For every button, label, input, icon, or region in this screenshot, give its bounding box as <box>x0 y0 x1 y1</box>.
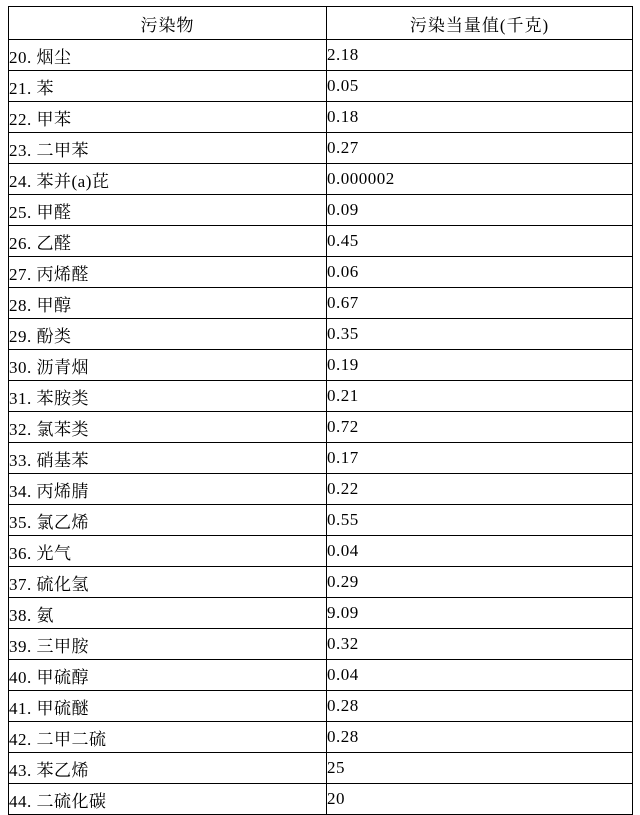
pollutant-value: 0.28 <box>327 722 633 753</box>
table-row <box>9 288 633 319</box>
table-row <box>9 350 633 381</box>
pollutant-name: 44. 二硫化碳 <box>9 784 327 815</box>
pollutant-name: 33. 硝基苯 <box>9 443 327 474</box>
pollutant-value: 0.45 <box>327 226 633 257</box>
pollutant-name: 31. 苯胺类 <box>9 381 327 412</box>
pollutant-value: 0.29 <box>327 567 633 598</box>
pollutant-name: 40. 甲硫醇 <box>9 660 327 691</box>
pollutant-name: 22. 甲苯 <box>9 102 327 133</box>
table-row <box>9 443 633 474</box>
pollutant-name: 27. 丙烯醛 <box>9 257 327 288</box>
table-row <box>9 753 633 784</box>
table-row <box>9 412 633 443</box>
pollutant-value: 0.55 <box>327 505 633 536</box>
table-row <box>9 381 633 412</box>
pollutant-name: 28. 甲醇 <box>9 288 327 319</box>
table-row <box>9 226 633 257</box>
pollutant-name: 41. 甲硫醚 <box>9 691 327 722</box>
pollutant-value: 0.27 <box>327 133 633 164</box>
column-header-pollutant: 污染物 <box>9 7 327 40</box>
pollutant-name: 42. 二甲二硫 <box>9 722 327 753</box>
pollutant-name: 43. 苯乙烯 <box>9 753 327 784</box>
table-row <box>9 722 633 753</box>
pollutant-value: 0.06 <box>327 257 633 288</box>
pollutant-value: 0.28 <box>327 691 633 722</box>
pollutant-value: 9.09 <box>327 598 633 629</box>
pollutant-value: 0.35 <box>327 319 633 350</box>
table-row <box>9 784 633 815</box>
pollutant-value: 0.05 <box>327 71 633 102</box>
pollutant-value: 0.19 <box>327 350 633 381</box>
pollutant-name: 24. 苯并(a)芘 <box>9 164 327 195</box>
pollutant-value: 0.17 <box>327 443 633 474</box>
table-body <box>9 40 633 815</box>
pollutant-name: 38. 氨 <box>9 598 327 629</box>
pollutant-value: 2.18 <box>327 40 633 71</box>
pollutant-equivalent-table <box>8 6 633 815</box>
pollutant-name: 29. 酚类 <box>9 319 327 350</box>
table-row <box>9 71 633 102</box>
table-row <box>9 40 633 71</box>
pollutant-name: 32. 氯苯类 <box>9 412 327 443</box>
pollutant-name: 34. 丙烯腈 <box>9 474 327 505</box>
pollutant-value: 0.22 <box>327 474 633 505</box>
pollutant-value: 0.000002 <box>327 164 633 195</box>
pollutant-name: 26. 乙醛 <box>9 226 327 257</box>
table-row <box>9 474 633 505</box>
table-row <box>9 567 633 598</box>
table-row <box>9 691 633 722</box>
pollutant-name: 37. 硫化氢 <box>9 567 327 598</box>
table-row <box>9 660 633 691</box>
pollutant-name: 35. 氯乙烯 <box>9 505 327 536</box>
table-row <box>9 133 633 164</box>
pollutant-name: 20. 烟尘 <box>9 40 327 71</box>
pollutant-name: 36. 光气 <box>9 536 327 567</box>
pollutant-value: 0.32 <box>327 629 633 660</box>
pollutant-name: 21. 苯 <box>9 71 327 102</box>
table-header-row <box>9 7 633 40</box>
table-row <box>9 195 633 226</box>
pollutant-value: 0.18 <box>327 102 633 133</box>
pollutant-name: 23. 二甲苯 <box>9 133 327 164</box>
table-row <box>9 629 633 660</box>
column-header-equivalent-value: 污染当量值(千克) <box>327 7 633 40</box>
table-row <box>9 164 633 195</box>
pollutant-value: 0.04 <box>327 660 633 691</box>
table-row <box>9 319 633 350</box>
table-row <box>9 505 633 536</box>
pollutant-value: 0.09 <box>327 195 633 226</box>
pollutant-name: 25. 甲醛 <box>9 195 327 226</box>
pollutant-value: 20 <box>327 784 633 815</box>
table-row <box>9 598 633 629</box>
table-row <box>9 257 633 288</box>
pollutant-value: 0.72 <box>327 412 633 443</box>
table-row <box>9 536 633 567</box>
pollutant-value: 0.67 <box>327 288 633 319</box>
pollutant-value: 25 <box>327 753 633 784</box>
pollutant-value: 0.04 <box>327 536 633 567</box>
table-row <box>9 102 633 133</box>
table-header <box>9 7 633 40</box>
pollutant-name: 30. 沥青烟 <box>9 350 327 381</box>
pollutant-name: 39. 三甲胺 <box>9 629 327 660</box>
pollutant-value: 0.21 <box>327 381 633 412</box>
